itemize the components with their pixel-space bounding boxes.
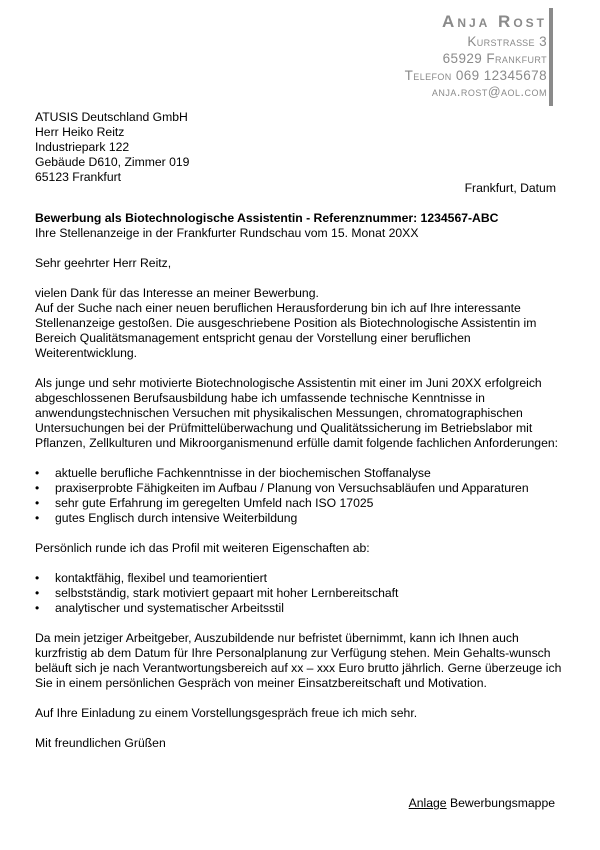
recipient-company: ATUSIS Deutschland GmbH [35,110,188,124]
recipient-building: Gebäude D610, Zimmer 019 [35,155,190,169]
date-line: Frankfurt, Datum [464,181,556,195]
availability-paragraph: Da mein jetziger Arbeitgeber, Auszubildende nur befristet übernimmt, kann ich Ihnen auch kurzfristig ab dem Datum für Ihre Personalplanung zur Verfügung stehen. Mein Gehalts-wunsch beläuft sich je nach Verantwortungsbereich auf xx – xxx Euro brutto jährlich. Gerne überzeuge ich Sie in einem persönlichen Gespräch von meiner Einsatzbereitschaft und Motivation. [35,631,562,690]
attachment-text: Bewerbungsmappe [446,796,555,810]
qualification-paragraph: Als junge und sehr motivierte Biotechnologische Assistentin mit einer im Juni 20XX erfolgreich abgeschlossenen Berufsausbildung habe ich umfassende technische Kenntnisse in anwendungstechnischen Versuchen mit physikalischen Messungen, chromatographischen Untersuchungen bei der Prüfmittelüberwachung und Qualitätssicherung im Betriebslabor mit Pflanzen, Zellkulturen und Mikroorganismenund erfülle damit folgende fachlichen Anforderungen: [35,376,559,450]
traits-list [35,571,565,616]
list-item: • kontaktfähig, flexibel und teamorientiert [55,571,565,586]
salutation: Sehr geehrter Herr Reitz, [35,256,172,270]
list-item: • aktuelle berufliche Fachkenntnisse in der biochemischen Stoffanalyse [55,466,565,481]
sender-email: anja.rost@aol.com [431,85,547,99]
list-item: • analytischer und systematischer Arbeitsstil [55,601,565,616]
intro-line: vielen Dank für das Interesse an meiner Bewerbung. [35,286,319,300]
recipient-street: Industriepark 122 [35,140,130,154]
list-item: • praxiserprobte Fähigkeiten im Aufbau / Planung von Versuchsabläufen und Apparaturen [55,481,565,496]
sender-phone: Telefon 069 12345678 [404,68,547,83]
intro-paragraph [35,286,565,361]
attachment-line [409,796,555,811]
subject-reference: Ihre Stellenanzeige in der Frankfurter Rundschau vom 15. Monat 20XX [35,226,419,240]
list-item: • gutes Englisch durch intensive Weiterbildung [55,511,565,526]
attachment-label: Anlage [408,796,447,810]
sender-city: 65929 Frankfurt [442,51,547,66]
subject-title: Bewerbung als Biotechnologische Assistentin - Referenznummer: 1234567-ABC [35,211,499,225]
closing-paragraph: Auf Ihre Einladung zu einem Vorstellungsgespräch freue ich mich sehr. [35,706,418,720]
recipient-contact: Herr Heiko Reitz [35,125,125,139]
sender-name: Anja Rost [442,12,547,31]
subject-block [35,211,498,241]
recipient-city: 65123 Frankfurt [35,170,122,184]
sender-accent-bar [549,8,553,106]
letter-body [35,256,565,766]
recipient-address [35,110,189,185]
signoff: Mit freundlichen Grüßen [35,736,166,750]
personal-intro-paragraph: Persönlich runde ich das Profil mit weiteren Eigenschaften ab: [35,541,370,555]
skills-list [35,466,565,526]
list-item: • sehr gute Erfahrung im geregelten Umfeld nach ISO 17025 [55,496,565,511]
sender-block [405,12,547,101]
intro-text: Auf der Suche nach einer neuen beruflichen Herausforderung bin ich auf Ihre interessante Stellenanzeige gestoßen. Die ausgeschriebene Position als Biotechnologische Assistentin im Bereich Qualitätsmanagement entspricht genau der Vorstellung einer beruflichen Weiterentwicklung. [35,301,537,360]
list-item: • selbstständig, stark motiviert gepaart mit hoher Lernbereitschaft [55,586,565,601]
sender-street: Kurstraße 3 [467,34,547,49]
